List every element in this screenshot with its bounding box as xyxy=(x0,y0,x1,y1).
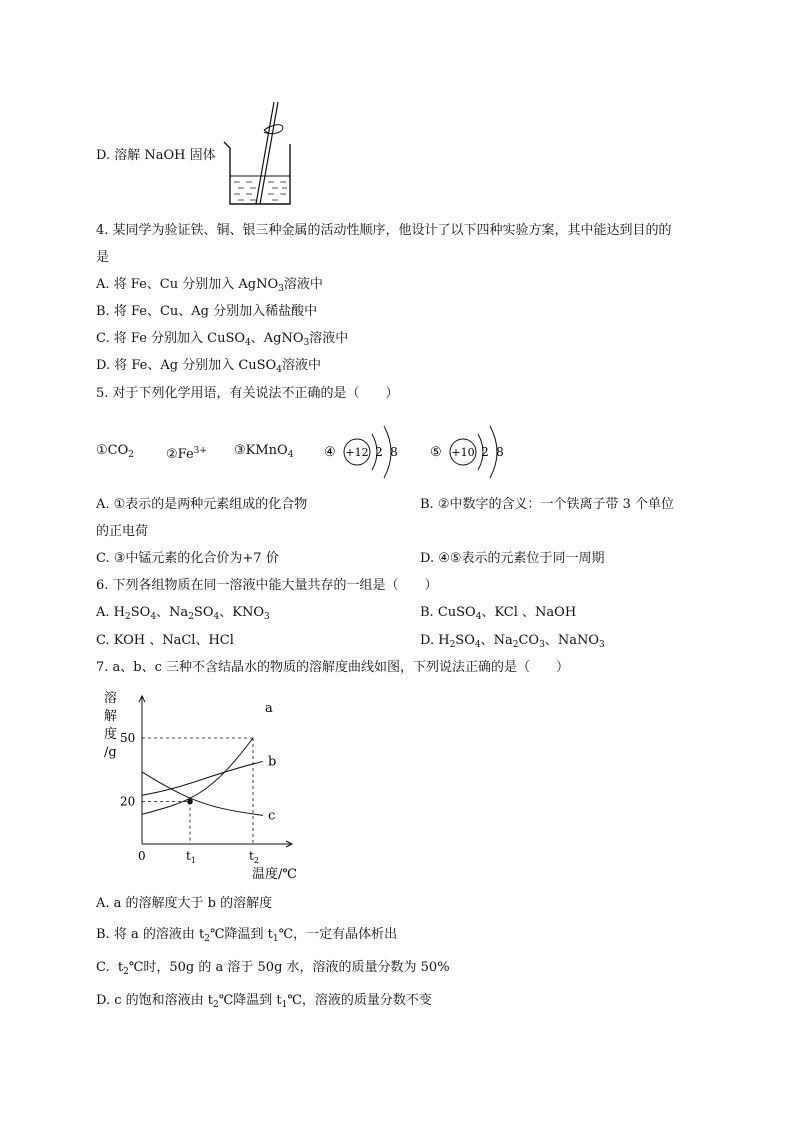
q4-option-a: A. 将 Fe、Cu 分别加入 AgNO$_3$溶液中 xyxy=(96,277,323,294)
y-axis-label: 溶 xyxy=(104,691,118,706)
q4-option-b: B. 将 Fe、Cu、Ag 分别加入稀盐酸中 xyxy=(96,304,318,319)
y-axis-label: 度 xyxy=(104,727,118,742)
q5-symbol-fe3: $②Fe^{3+}$ xyxy=(166,446,207,462)
q4-option-d: D. 将 Fe、Ag 分别加入 CuSO$_4$溶液中 xyxy=(96,358,321,375)
q4-stem-line2: 是 xyxy=(96,250,110,265)
curve-a xyxy=(142,738,253,814)
atom5-nucleus: +10 xyxy=(451,446,475,459)
q6-option-c: C. KOH 、NaCl、HCl xyxy=(96,633,234,648)
x-axis-label: 温度/℃ xyxy=(252,867,297,882)
origin-label: 0 xyxy=(138,849,146,863)
q7-option-a: A. a 的溶解度大于 b 的溶解度 xyxy=(96,896,273,911)
atom4-marker: ④ xyxy=(324,445,336,460)
atom4-shell1: 2 xyxy=(375,445,383,459)
q5-option-b-line2: 的正电荷 xyxy=(96,524,149,539)
atom5-marker: ⑤ xyxy=(430,445,442,460)
q6-stem: 6. 下列各组物质在同一溶液中能大量共存的一组是（ ） xyxy=(96,578,438,593)
q6-option-d: D. $H_2SO_4$、$Na_2CO_3$、NaNO$_3$ xyxy=(420,633,605,650)
q5-option-a: A. ①表示的是两种元素组成的化合物 xyxy=(96,497,308,512)
q5-option-c: C. ③中锰元素的化合价为+7 价 xyxy=(96,551,279,566)
q6-option-b: B. CuSO$_4$、KCl 、NaOH xyxy=(420,605,577,622)
atom-structure-4 xyxy=(322,412,412,492)
q7-option-b: B. 将 a 的溶液由 $t_2℃$降温到 $t_1℃$，一定有晶体析出 xyxy=(96,927,398,944)
curve-label-a: a xyxy=(265,701,273,716)
atom5-shell2: 8 xyxy=(496,445,504,459)
q5-symbol-co2: $①CO_2$ xyxy=(96,443,134,460)
atom-structure-5 xyxy=(428,412,518,492)
q5-stem: 5. 对于下列化学用语，有关说法不正确的是（ ） xyxy=(96,386,399,401)
q4-stem-line1: 4. 某同学为验证铁、铜、银三种金属的活动性顺序，他设计了以下四种实验方案，其中能达到目的的 xyxy=(96,223,672,238)
q3-option-d: D. 溶解 NaOH 固体 xyxy=(96,148,216,163)
x-tick-t1: $t_1$ xyxy=(186,849,196,865)
y-axis-label: /g xyxy=(104,745,117,760)
x-tick-t2: $t_2$ xyxy=(249,849,259,865)
beaker-stirring-figure xyxy=(220,100,300,210)
y-tick-20: 20 xyxy=(120,794,136,809)
curve-b xyxy=(142,761,263,795)
curve-label-c: c xyxy=(268,808,276,824)
q4-option-c: C. 将 Fe 分别加入 CuSO$_4$、AgNO$_3$溶液中 xyxy=(96,331,349,348)
q7-option-d: D. c 的饱和溶液由 $t_2℃$降温到 $t_1℃$，溶液的质量分数不变 xyxy=(96,993,432,1010)
q5-symbol-kmno4: ③KMnO$_4$ xyxy=(234,443,294,460)
intersection-point xyxy=(187,799,193,805)
q6-option-a: A. $H_2SO_4$、$Na_2SO_4$、$KNO_3$ xyxy=(96,605,270,622)
y-axis-label: 解 xyxy=(104,709,118,724)
atom4-shell2: 8 xyxy=(390,445,398,459)
curve-label-b: b xyxy=(268,754,277,770)
solubility-chart xyxy=(96,686,306,886)
q7-option-c: C. $t_2℃$时，50g 的 a 溶于 50g 水，溶液的质量分数为 50% xyxy=(96,960,450,977)
q5-option-d: D. ④⑤表示的元素位于同一周期 xyxy=(420,551,605,566)
q7-stem: 7. a、b、c 三种不含结晶水的物质的溶解度曲线如图，下列说法正确的是（ ） xyxy=(96,660,570,675)
y-tick-50: 50 xyxy=(120,731,136,745)
atom4-nucleus: +12 xyxy=(345,446,369,459)
atom5-shell1: 2 xyxy=(481,445,489,459)
q5-option-b-line1: B. ②中数字的含义：一个铁离子带 3 个单位 xyxy=(420,497,675,512)
